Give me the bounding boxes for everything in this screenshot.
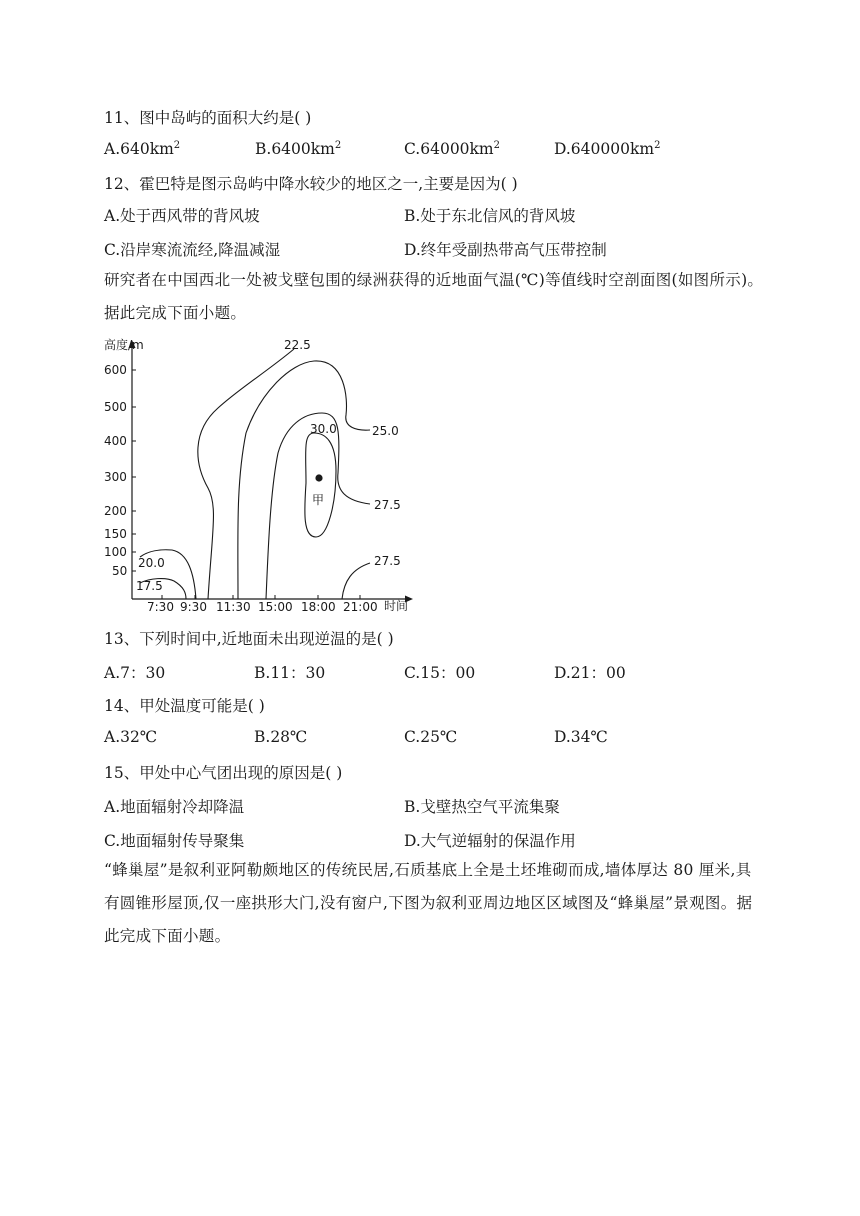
passage-intro-1: 研究者在中国西北一处被戈壁包围的绿洲获得的近地面气温(℃)等值线时空剖面图(如图所示)。据此完成下面小题。	[104, 271, 764, 322]
isotherm-25-0	[238, 361, 370, 599]
superscript: 2	[173, 140, 181, 151]
q11-option-b[interactable]	[255, 140, 341, 158]
x-tick-label: 18:00	[301, 600, 336, 614]
q12-option-b[interactable]: B.处于东北信风的背风坡	[404, 207, 576, 225]
superscript: 2	[654, 140, 661, 151]
y-tick-label: 500	[104, 400, 127, 414]
q11-option-a[interactable]	[104, 140, 180, 158]
y-tick-label: 300	[104, 470, 127, 484]
q15-option-a[interactable]: A.地面辐射冷却降温	[104, 798, 245, 816]
q13-option-c[interactable]: C.15：00	[404, 664, 476, 682]
y-ticks	[104, 363, 136, 578]
isotherm-diagram	[100, 333, 420, 618]
passage-intro-2: “蜂巢屋”是叙利亚阿勒颇地区的传统民居,石质基底上全是土坯堆砌而成,墙体厚达 80 厘米,具有圆锥形屋顶,仅一座拱形大门,没有窗户,下图为叙利亚周边地区区域图及“蜂巢屋”景观图。据此完成下面小题。	[104, 861, 753, 945]
x-ticks	[147, 595, 378, 614]
question-12-stem: 12、霍巴特是图示岛屿中降水较少的地区之一,主要是因为( )	[104, 175, 518, 193]
q15-option-d[interactable]: D.大气逆辐射的保温作用	[404, 832, 576, 850]
y-tick-label: 600	[104, 363, 127, 377]
question-11-stem: 11、图中岛屿的面积大约是( )	[104, 109, 312, 127]
isotherm-27-5-lower	[342, 563, 370, 599]
x-tick-label: 9:30	[180, 600, 207, 614]
isotherm-30-0	[305, 433, 336, 537]
isotherm-label: 27.5	[374, 498, 401, 512]
q14-option-b[interactable]: B.28℃	[254, 728, 308, 746]
q15-option-b[interactable]: B.戈壁热空气平流集聚	[404, 798, 560, 816]
isotherm-22-5	[198, 349, 294, 599]
option-text: A.640km	[104, 140, 174, 159]
y-axis-label: 高度/m	[104, 338, 144, 352]
q13-option-a[interactable]: A.7：30	[104, 664, 166, 682]
option-text: C.64000km	[404, 140, 494, 159]
x-tick-label: 7:30	[147, 600, 174, 614]
y-tick-label: 400	[104, 434, 127, 448]
y-tick-label: 100	[104, 545, 127, 559]
question-15-stem: 15、甲处中心气团出现的原因是( )	[104, 764, 343, 782]
x-tick-label: 15:00	[258, 600, 293, 614]
isotherm-label: 25.0	[372, 424, 399, 438]
isotherm-label: 27.5	[374, 554, 401, 568]
isotherm-label: 20.0	[138, 556, 165, 570]
q14-option-a[interactable]: A.32℃	[104, 728, 158, 746]
q11-option-d[interactable]	[554, 140, 660, 158]
option-text: B.6400km	[255, 140, 335, 159]
q12-option-d[interactable]: D.终年受副热带高气压带控制	[404, 241, 607, 259]
superscript: 2	[334, 140, 342, 151]
isotherm-label: 22.5	[284, 338, 311, 352]
x-tick-label: 21:00	[343, 600, 378, 614]
isotherm-label: 30.0	[310, 422, 337, 436]
y-tick-label: 150	[104, 527, 127, 541]
q15-option-c[interactable]: C.地面辐射传导聚集	[104, 832, 245, 850]
question-13-stem: 13、下列时间中,近地面未出现逆温的是( )	[104, 630, 394, 648]
point-jia-marker	[315, 474, 322, 481]
point-jia-label: 甲	[312, 493, 325, 507]
q12-option-a[interactable]: A.处于西风带的背风坡	[104, 207, 260, 225]
option-text: D.640000km	[554, 140, 655, 159]
q13-option-b[interactable]: B.11：30	[254, 664, 326, 682]
y-tick-label: 200	[104, 504, 127, 518]
question-14-stem: 14、甲处温度可能是( )	[104, 697, 265, 715]
q14-option-d[interactable]: D.34℃	[554, 728, 608, 746]
q14-option-c[interactable]: C.25℃	[404, 728, 458, 746]
q13-option-d[interactable]: D.21：00	[554, 664, 626, 682]
y-tick-label: 50	[112, 564, 128, 578]
x-tick-label: 11:30	[216, 600, 251, 614]
q11-option-c[interactable]	[404, 140, 500, 158]
superscript: 2	[493, 140, 501, 151]
q12-option-c[interactable]: C.沿岸寒流流经,降温减湿	[104, 241, 281, 259]
isotherm-label: 17.5	[136, 579, 163, 593]
x-axis-label: 时间	[384, 599, 409, 613]
